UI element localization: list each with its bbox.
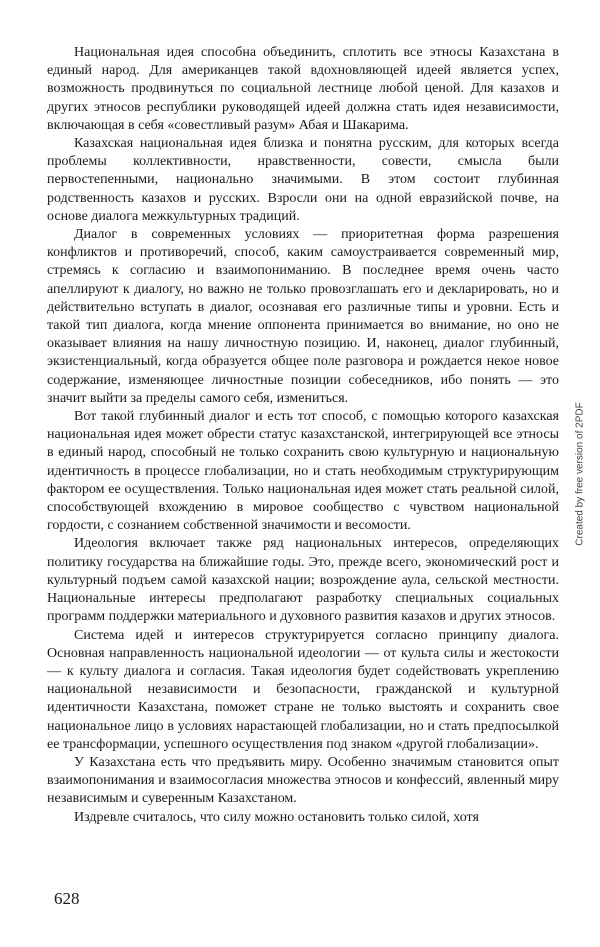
paragraph-5: Идеология включает также ряд национальных интересов, определяющих политику государства на ближайшие годы. Это, прежде всего, экономический рост и культурный подъем самой казахской нации; возрождение аула, сельской местности. Национальные интересы предполагают разработку специальных социальных программ поддержки материального и духовного развития казахов и других этносов. xyxy=(47,536,559,625)
paragraph-4: Вот такой глубинный диалог и есть тот способ, с помощью которого казахская национальная идея может обрести статус казахстанской, интегрирующей все этносы в единый народ, способный не только сохранить свою культурную и национальную идентичность в процессе глобализации, но и стать необходимым структурирующим фактором ее осуществления. Только национальная идея может стать реальной силой, способствующей вхождению в мировое сообщество с чувством национальной гордости, с сознанием собственной значимости и весомости. xyxy=(47,409,559,534)
page-body xyxy=(47,44,559,827)
paragraph-3: Диалог в современных условиях — приоритетная форма разрешения конфликтов и противоречий, способ, каким самоустраивается современный мир, стремясь к согласию и взаимопониманию. В последнее время очень часто апеллируют к диалогу, но важно не только провозглашать его и декларировать, но и действительно вступать в диалог, осознавая его различные типы и уровни. Есть и такой тип диалога, когда мнение оппонента принимается во внимание, но оно не оказывает влияния на нашу личностную позицию. И, наконец, диалог глубинный, экзистенциальный, когда образуется общее поле разговора и рождается некое новое содержание, изменяющее личностные позиции собеседников, ибо понять — это значит выйти за пределы самого себя, измениться. xyxy=(47,227,559,406)
paragraph-7: У Казахстана есть что предъявить миру. Особенно значимым становится опыт взаимопонимания и взаимосогласия множества этносов и конфессий, явленный миру независимым и суверенным Казахстаном. xyxy=(47,754,559,807)
paragraph-2: Казахская национальная идея близка и понятна русским, для которых всегда проблемы коллективности, нравственности, совести, смысла были первостепенными, национально значимыми. В этом состоит глубинная родственность казахов и русских. Взросли они на одной евразийской почве, на основе диалога межкультурных традиций. xyxy=(47,136,559,224)
page-number: 628 xyxy=(54,889,80,908)
side-stamp: Created by free version of 2PDF xyxy=(574,402,586,546)
paragraph-8: Издревле считалось, что силу можно остановить только силой, хотя xyxy=(74,809,479,825)
paragraph-6: Система идей и интересов структурируется согласно принципу диалога. Основная направленность национальной идеологии — от культа силы и жестокости — к культу диалога и согласия. Такая идеология будет содействовать укреплению национальной независимости и безопасности, гражданской и культурной идентичности Казахстана, поможет стране не только выстоять и сохранить свое национальное лицо в условиях нарастающей глобализации, но и стать предпосылкой ее трансформации, успешного осуществления под знаком «другой глобализации». xyxy=(47,627,559,752)
paragraph-1: Национальная идея способна объединить, сплотить все этносы Казахстана в единый народ. Для американцев такой вдохновляющей идеей является успех, возможность продвинуться по социальной лестнице любой ценой. Для казахов и других этносов республики руководящей идеей должна стать идея независимости, включающая в себя «совестливый разум» Абая и Шакарима. xyxy=(47,45,559,133)
